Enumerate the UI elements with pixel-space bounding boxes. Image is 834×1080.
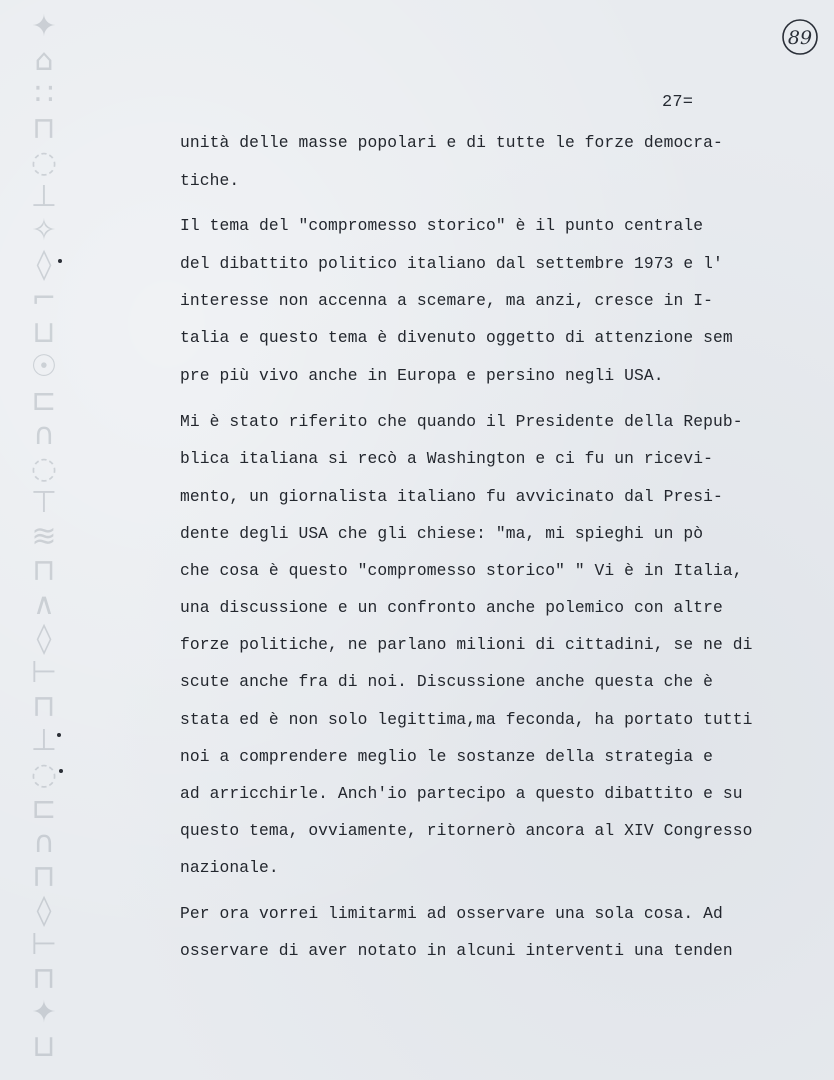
text-line: forze politiche, ne parlano milioni di cittadini, se ne di [180, 635, 753, 654]
text-line: interesse non accenna a scemare, ma anzi, cresce in I- [180, 291, 713, 310]
archive-stamp [781, 18, 819, 56]
archive-stamp-number: 89 [787, 27, 813, 49]
text-line: unità delle masse popolari e di tutte le forze democra- [180, 133, 723, 152]
text-line: scute anche fra di noi. Discussione anche questa che è [180, 672, 713, 691]
text-line: dente degli USA che gli chiese: "ma, mi spieghi un pò [180, 524, 704, 543]
text-line: ad arricchirle. Anch'io partecipo a questo dibattito e su [180, 784, 743, 803]
text-line: questo tema, ovviamente, ritornerò ancora al XIV Congresso [180, 821, 753, 840]
text-line: stata ed è non solo legittima,ma feconda, ha portato tutti [180, 710, 753, 729]
text-line: mento, un giornalista italiano fu avvicinato dal Presi- [180, 487, 723, 506]
margin-speck [58, 259, 62, 263]
text-line: del dibattito politico italiano dal settembre 1973 e l' [180, 254, 723, 273]
text-line: Il tema del "compromesso storico" è il punto centrale [180, 216, 704, 235]
text-line: tiche. [180, 171, 240, 190]
margin-speck [57, 733, 61, 737]
text-line: talia e questo tema è divenuto oggetto di attenzione sem [180, 328, 733, 347]
page-number: 27= [662, 93, 694, 112]
text-line: pre più vivo anche in Europa e persino negli USA. [180, 366, 664, 385]
text-line: osservare di aver notato in alcuni interventi una tenden [180, 941, 733, 960]
text-line: noi a comprendere meglio le sostanze della strategia e [180, 747, 713, 766]
text-line: blica italiana si recò a Washington e ci fu un ricevi- [180, 449, 713, 468]
text-line: Per ora vorrei limitarmi ad osservare una sola cosa. Ad [180, 904, 723, 923]
text-line: Mi è stato riferito che quando il Presidente della Repub- [180, 412, 743, 431]
text-line: che cosa è questo "compromesso storico" " Vi è in Italia, [180, 561, 743, 580]
text-line: una discussione e un confronto anche polemico con altre [180, 598, 723, 617]
text-line: nazionale. [180, 858, 279, 877]
margin-speck [59, 769, 63, 773]
bleed-through-marks: ✦ ⌂ ∷ ⊓ ◌ ⊥ ✧ ◊ ⌐ ⊔ ☉ ⊏ ∩ ◌ ⊤ ≋ ⊓ ∧ ◊ ⊢ ⊓ ⊥ ◌ ⊏ ∩ ⊓ ◊ ⊢ ⊓ ✦ ⊔ [30, 10, 58, 1064]
